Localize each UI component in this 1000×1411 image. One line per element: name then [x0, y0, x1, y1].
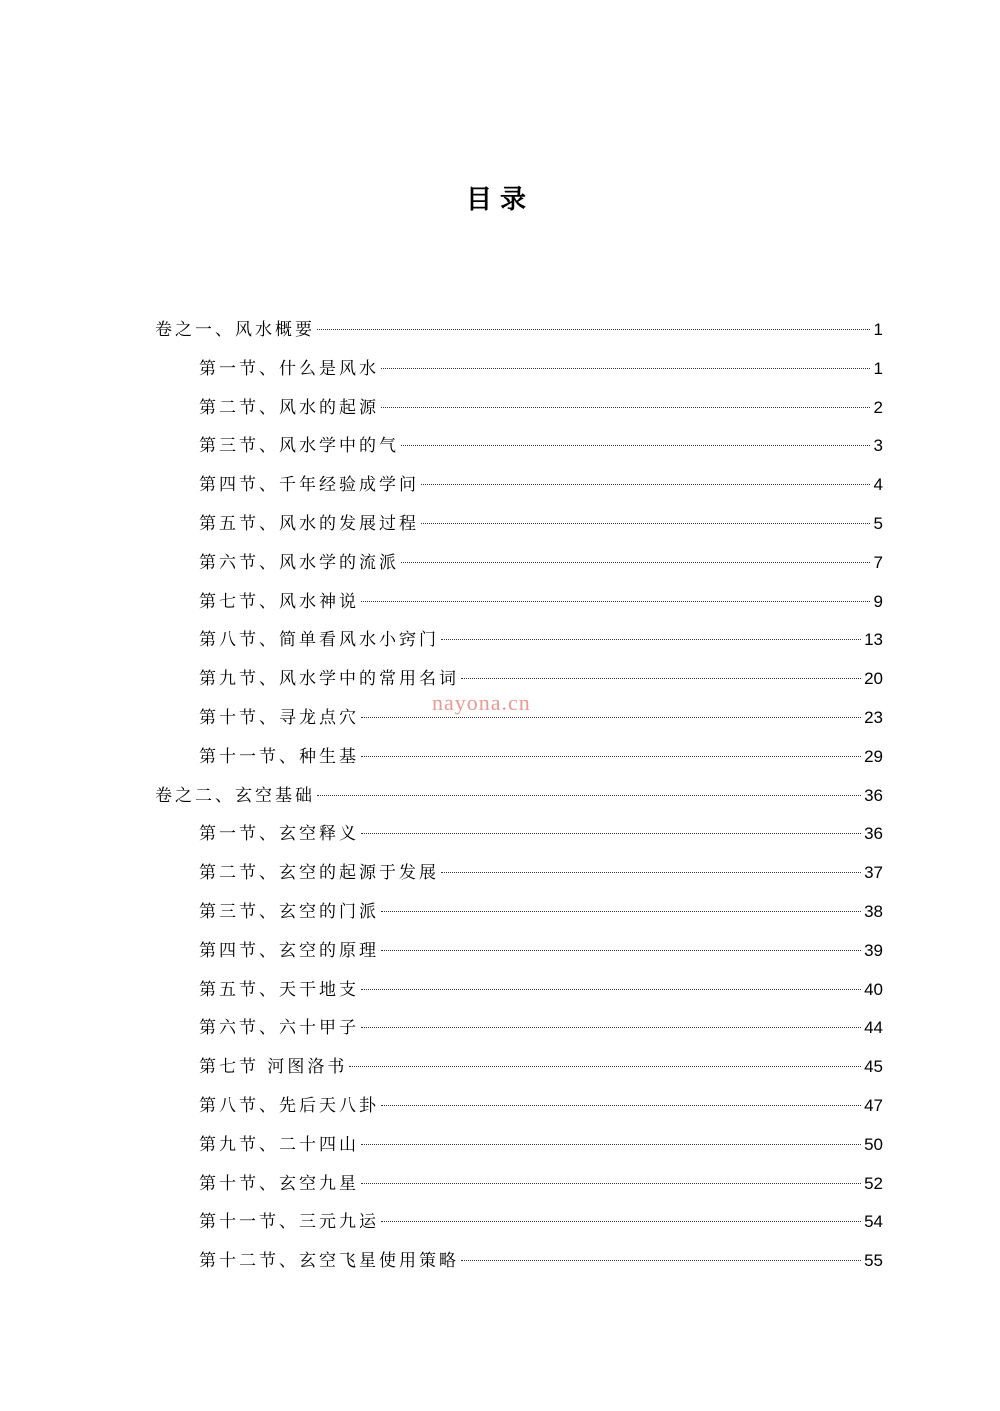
dot-leader	[361, 601, 870, 602]
toc-entry[interactable]	[199, 1202, 883, 1241]
toc-entry-title: 第六节、风水学的流派	[199, 553, 399, 573]
toc-entry-page-number: 40	[864, 980, 883, 999]
toc-entry-title: 第九节、风水学中的常用名词	[199, 669, 459, 689]
toc-entry[interactable]	[199, 1086, 883, 1125]
toc-entry[interactable]	[199, 970, 883, 1009]
toc-entry-title: 第十一节、种生基	[199, 747, 359, 767]
dot-leader	[381, 911, 861, 912]
toc-entry-title: 卷之二、玄空基础	[155, 786, 315, 806]
toc-entry[interactable]	[199, 931, 883, 970]
toc-entry-page-number: 4	[873, 475, 883, 494]
dot-leader	[381, 407, 870, 408]
dot-leader	[361, 989, 861, 990]
toc-entry[interactable]	[199, 504, 883, 543]
toc-entry-title: 第二节、玄空的起源于发展	[199, 863, 439, 883]
toc-entry-title: 第三节、玄空的门派	[199, 902, 379, 922]
toc-entry[interactable]	[155, 776, 883, 815]
toc-entry-page-number: 45	[864, 1057, 883, 1076]
dot-leader	[361, 1027, 861, 1028]
toc-entry-page-number: 20	[864, 669, 883, 688]
toc-entry-page-number: 36	[864, 786, 883, 805]
toc-entry-page-number: 13	[864, 630, 883, 649]
toc-entry[interactable]	[199, 620, 883, 659]
toc-entry-title: 第一节、什么是风水	[199, 359, 379, 379]
toc-entry-title: 第九节、二十四山	[199, 1135, 359, 1155]
dot-leader	[381, 368, 870, 369]
toc-entry[interactable]	[199, 426, 883, 465]
dot-leader	[441, 872, 861, 873]
toc-entry[interactable]	[199, 465, 883, 504]
dot-leader	[421, 523, 870, 524]
toc-entry-title: 第八节、简单看风水小窍门	[199, 630, 439, 650]
dot-leader	[401, 445, 870, 446]
toc-entry[interactable]	[199, 543, 883, 582]
toc-entry[interactable]	[199, 698, 883, 737]
toc-entry-page-number: 55	[864, 1251, 883, 1270]
toc-entry-title: 第八节、先后天八卦	[199, 1096, 379, 1116]
toc-entry-page-number: 36	[864, 824, 883, 843]
toc-entry-title: 第五节、天干地支	[199, 980, 359, 1000]
toc-entry-title: 第一节、玄空释义	[199, 824, 359, 844]
toc-entry-title: 第三节、风水学中的气	[199, 436, 399, 456]
dot-leader	[349, 1066, 861, 1067]
dot-leader	[381, 950, 861, 951]
toc-entry-page-number: 37	[864, 863, 883, 882]
toc-entry-page-number: 38	[864, 902, 883, 921]
toc-entry[interactable]	[199, 1164, 883, 1203]
toc-entry-title: 第七节 河图洛书	[199, 1057, 348, 1077]
toc-entry-page-number: 47	[864, 1096, 883, 1115]
toc-entry-title: 第十二节、玄空飞星使用策略	[199, 1251, 459, 1271]
toc-entry[interactable]	[199, 853, 883, 892]
toc-entry[interactable]	[199, 1125, 883, 1164]
toc-entry[interactable]	[199, 1047, 883, 1086]
page-title: 目录	[465, 185, 534, 215]
dot-leader	[401, 562, 870, 563]
dot-leader	[461, 1260, 861, 1261]
toc-entry-page-number: 23	[864, 708, 883, 727]
watermark: nayona.cn	[432, 690, 531, 715]
toc-entry-title: 第六节、六十甲子	[199, 1018, 359, 1038]
toc-entry[interactable]	[199, 814, 883, 853]
toc-entry-page-number: 1	[873, 320, 883, 339]
toc-entry-title: 第四节、千年经验成学问	[199, 475, 419, 495]
dot-leader	[421, 484, 870, 485]
dot-leader	[381, 1105, 861, 1106]
toc-entry-page-number: 2	[873, 398, 883, 417]
toc-entry-title: 第七节、风水神说	[199, 592, 359, 612]
dot-leader	[461, 678, 861, 679]
toc-entry-page-number: 5	[873, 514, 883, 533]
toc-entry-page-number: 1	[873, 359, 883, 378]
toc-entry-title: 第十节、玄空九星	[199, 1174, 359, 1194]
toc-entry[interactable]	[155, 310, 883, 349]
dot-leader	[317, 329, 870, 330]
toc-entry[interactable]	[199, 582, 883, 621]
toc-entry-page-number: 39	[864, 941, 883, 960]
toc-entry-title: 第五节、风水的发展过程	[199, 514, 419, 534]
dot-leader	[361, 756, 861, 757]
toc-entry[interactable]	[199, 1008, 883, 1047]
toc-entry-title: 第四节、玄空的原理	[199, 941, 379, 961]
toc-entry-title: 卷之一、风水概要	[155, 320, 315, 340]
toc-entry[interactable]	[199, 892, 883, 931]
dot-leader	[361, 1144, 861, 1145]
dot-leader	[361, 833, 861, 834]
dot-leader	[381, 1221, 861, 1222]
toc-entry[interactable]	[199, 1241, 883, 1280]
toc-entry[interactable]	[199, 349, 883, 388]
toc-entry-page-number: 44	[864, 1018, 883, 1037]
dot-leader	[361, 717, 861, 718]
toc-entry-page-number: 54	[864, 1212, 883, 1231]
toc-entry-page-number: 29	[864, 747, 883, 766]
dot-leader	[361, 1183, 861, 1184]
toc-entry[interactable]	[199, 659, 883, 698]
toc-entry[interactable]	[199, 388, 883, 427]
toc-entry-title: 第十一节、三元九运	[199, 1212, 379, 1232]
toc-entry-page-number: 7	[873, 553, 883, 572]
toc-entry-page-number: 52	[864, 1174, 883, 1193]
toc-entry-page-number: 50	[864, 1135, 883, 1154]
toc-entry-page-number: 3	[873, 436, 883, 455]
toc-entry-page-number: 9	[873, 592, 883, 611]
dot-leader	[317, 795, 861, 796]
toc-entry-title: 第十节、寻龙点穴	[199, 708, 359, 728]
toc-entry-title: 第二节、风水的起源	[199, 398, 379, 418]
dot-leader	[441, 639, 861, 640]
toc-entry[interactable]	[199, 737, 883, 776]
